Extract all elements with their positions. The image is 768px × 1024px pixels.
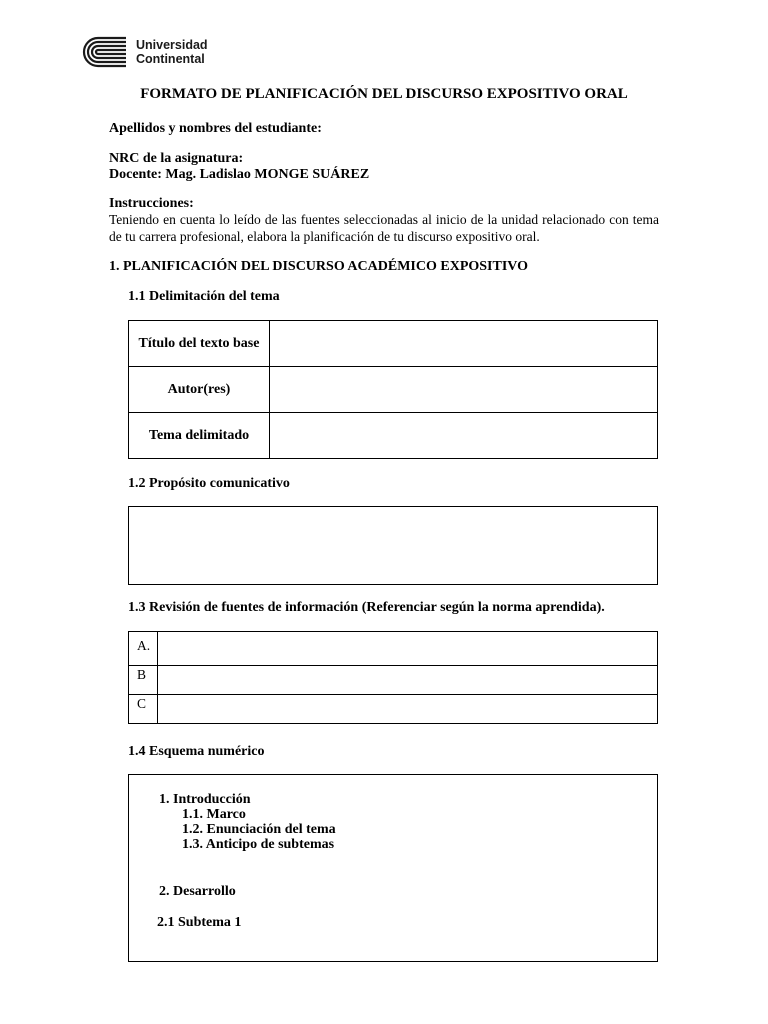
- section-1-3-title: 1.3 Revisión de fuentes de información (Referenciar según la norma aprendida).: [128, 600, 605, 615]
- sources-table: [128, 631, 658, 724]
- university-name-line2: Continental: [136, 52, 205, 66]
- instructions-heading: Instrucciones:: [109, 196, 194, 211]
- section-1-1-title: 1.1 Delimitación del tema: [128, 289, 280, 304]
- table-row: [129, 413, 658, 459]
- table-row: [129, 695, 658, 724]
- table-row: [129, 367, 658, 413]
- student-name-label: Apellidos y nombres del estudiante:: [109, 121, 322, 136]
- outline-item: 2. Desarrollo: [159, 884, 236, 899]
- outline-item: 1.3. Anticipo de subtemas: [182, 837, 335, 852]
- instructions-text: Teniendo en cuenta lo leído de las fuentes seleccionadas al inicio de la unidad relacionado con tema de tu carrera profesional, elabora la planificación de tu discurso expositivo oral.: [109, 212, 659, 244]
- outline-item: 1.2. Enunciación del tema: [182, 822, 336, 837]
- teacher-label: Docente: Mag. Ladislao MONGE SUÁREZ: [109, 167, 370, 182]
- author-input-cell[interactable]: [270, 367, 658, 413]
- source-input-cell[interactable]: [158, 666, 658, 695]
- topic-input-cell[interactable]: [270, 413, 658, 459]
- title-input-cell[interactable]: [270, 321, 658, 367]
- outline-item: 1.1. Marco: [182, 807, 246, 822]
- outline-item: 2.1 Subtema 1: [157, 915, 242, 930]
- continental-logo-icon: [80, 34, 130, 70]
- source-input-cell[interactable]: [158, 695, 658, 724]
- nrc-label: NRC de la asignatura:: [109, 151, 244, 166]
- document-title: FORMATO DE PLANIFICACIÓN DEL DISCURSO EXPOSITIVO ORAL: [140, 86, 628, 102]
- table-row: [129, 666, 658, 695]
- outline-box[interactable]: [128, 774, 658, 962]
- table-label-cell: Título del texto base: [129, 321, 270, 367]
- table-row: [129, 632, 658, 666]
- source-input-cell[interactable]: [158, 632, 658, 666]
- source-key: A.: [129, 632, 158, 666]
- section-1-2-title: 1.2 Propósito comunicativo: [128, 476, 290, 491]
- table-row: [129, 321, 658, 367]
- section-1-4-title: 1.4 Esquema numérico: [128, 744, 265, 759]
- table-label-cell: Tema delimitado: [129, 413, 270, 459]
- outline-item: 1. Introducción: [159, 792, 251, 807]
- section-1-title: 1. PLANIFICACIÓN DEL DISCURSO ACADÉMICO EXPOSITIVO: [109, 259, 529, 274]
- delimitation-table: [128, 320, 658, 459]
- source-key: B: [129, 666, 158, 695]
- source-key: C: [129, 695, 158, 724]
- university-name-line1: Universidad: [136, 38, 208, 52]
- table-label-cell: Autor(res): [129, 367, 270, 413]
- university-name: [136, 38, 208, 66]
- purpose-box[interactable]: [128, 506, 658, 585]
